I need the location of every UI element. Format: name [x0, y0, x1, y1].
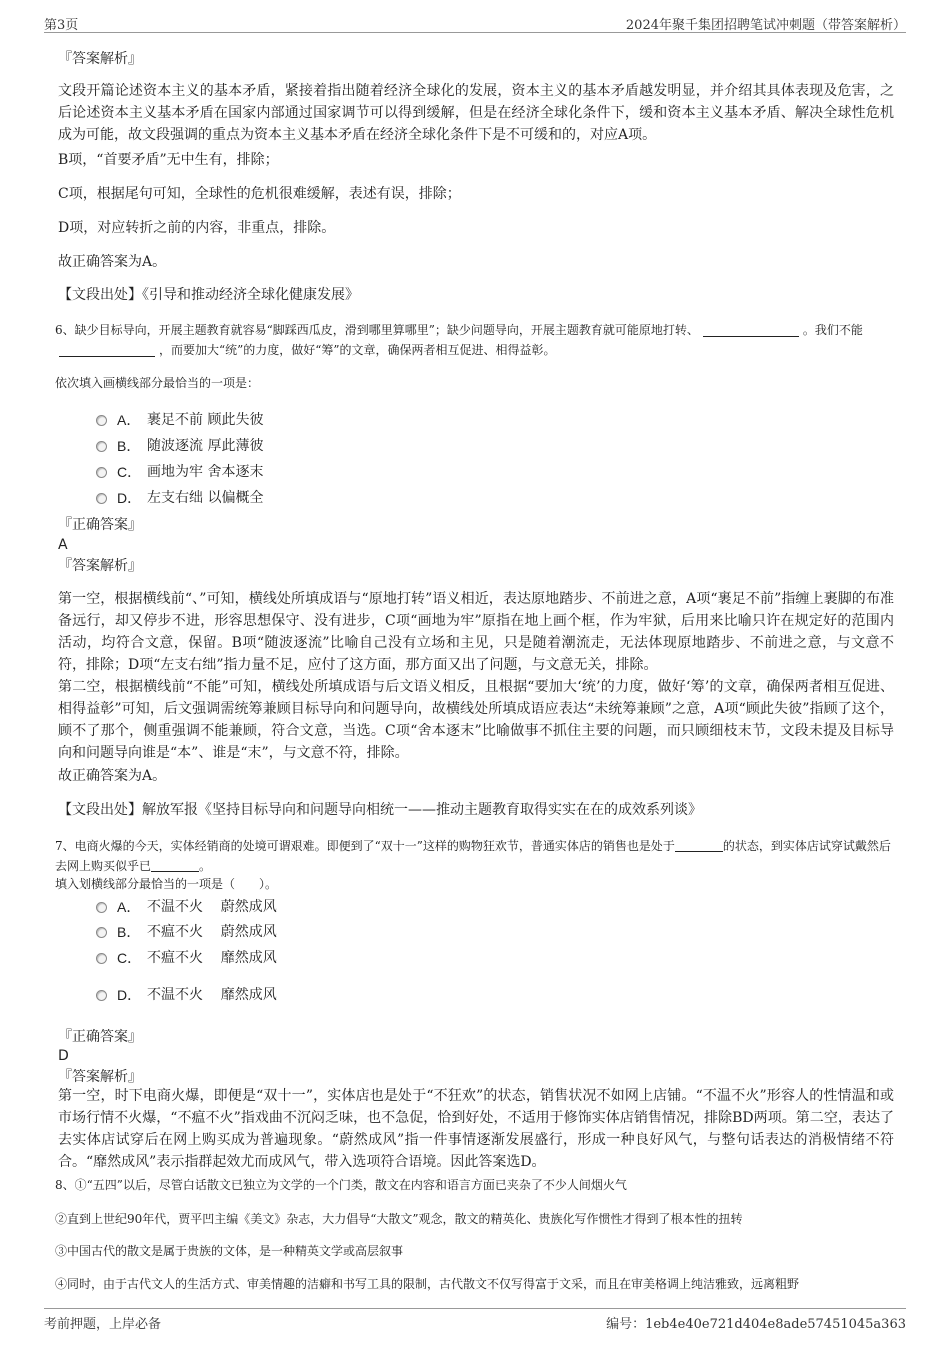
document-title: 2024年聚千集团招聘笔试冲刺题（带答案解析） [625, 18, 906, 33]
q7-blank-2 [151, 859, 199, 872]
radio-icon[interactable] [96, 441, 107, 452]
q8-sentence-2: ②直到上世纪90年代，贾平凹主编《美文》杂志，大力倡导“大散文”观念，散文的精英化、贵族化写作惯性才得到了根本性的扭转 [55, 1212, 743, 1226]
q6-analysis-label: 『答案解析』 [58, 558, 142, 574]
q7-option-a[interactable]: A． 不温不火 蔚然成风 [96, 897, 277, 917]
q7-option-c[interactable]: C． 不瘟不火 靡然成风 [96, 948, 277, 968]
q7-analysis-label: 『答案解析』 [58, 1069, 142, 1085]
radio-icon[interactable] [96, 415, 107, 426]
header-divider [44, 32, 906, 33]
radio-icon[interactable] [96, 467, 107, 478]
q7-answer-label: 『正确答案』 [58, 1029, 142, 1045]
q8-sentence-3: ③中国古代的散文是属于贵族的文体，是一种精英文学或高层叙事 [55, 1244, 404, 1258]
q5-analysis-p1: 文段开篇论述资本主义的基本矛盾，紧接着指出随着经济全球化的发展，资本主义的基本矛盾越发明显，并介绍其具体表现及危害，之后论述资本主义基本矛盾在国家内部通过国家调节可以得到缓解，但是在经济全球化条件下，缓和资本主义基本矛盾、解决全球性危机成为可能，故文段强调的重点为资本主义基本矛盾在经济全球化条件下是不可缓和的，对应A项。 [58, 83, 894, 143]
document-id: 编号：1eb4e40e721d404e8ade57451045a363 [606, 1317, 906, 1332]
q7-prompt: 填入划横线部分最恰当的一项是（ ）。 [55, 877, 278, 891]
q6-analysis-p2: 第二空，根据横线前“不能”可知，横线处所填成语与后文语义相反，且根据“要加大‘统’的力度，做好‘筹’的文章，确保两者相互促进、相得益彰”可知，后文强调需统筹兼顾目标导向和问题导向，故横线处所填成语应表达“未统筹兼顾”之意，A项“顾此失彼”指顾了这个，顾不了那个，侧重强调不能兼顾，符合文意，当选。C项“舍本逐末”比喻做事不抓住主要的问题，而只顾细枝末节，文段未提及目标导向和问题导向谁是“本”、谁是“末”，与文意不符，排除。 [58, 679, 894, 761]
footer-slogan: 考前押题，上岸必备 [44, 1317, 162, 1332]
q6-answer: A [58, 537, 68, 553]
q6-blank-2 [59, 342, 155, 357]
q6-prompt: 依次填入画横线部分最恰当的一项是： [55, 376, 260, 390]
footer-divider [44, 1308, 906, 1309]
q5-analysis-p3: C项，根据尾句可知，全球性的危机很难缓解，表述有误，排除； [58, 186, 461, 202]
q7-analysis-p1: 第一空，时下电商火爆，即便是“双十一”，实体店也是处于“不狂欢”的状态，销售状况不如网上店铺。“不温不火”形容人的性情温和或市场行情不火爆，“不瘟不火”指戏曲不沉闷乏味，也不急促，恰到好处，不适用于修饰实体店销售情况，排除BD两项。第二空，表达了去实体店试穿后在网上购买成为普遍现象。“蔚然成风”指一件事情逐渐发展盛行，形成一种良好风气，与整句话表达的消极情绪不符合。“靡然成风”表示指群起效尤而成风气，带入选项符合语境。因此答案选D。 [58, 1088, 894, 1170]
q6-answer-label: 『正确答案』 [58, 517, 142, 533]
q6-option-b[interactable]: B． 随波逐流 厚此薄彼 [96, 436, 263, 456]
radio-icon[interactable] [96, 902, 107, 913]
q7-blank-1 [675, 839, 723, 852]
q5-analysis-p2: B项，“首要矛盾”无中生有，排除； [58, 152, 279, 168]
q6-source: 【文段出处】解放军报《坚持目标导向和问题导向相统一——推动主题教育取得实实在在的成效系列谈》 [58, 802, 702, 818]
q6-answer-line: 故正确答案为A。 [58, 768, 167, 784]
radio-icon[interactable] [96, 953, 107, 964]
q6-option-c[interactable]: C． 画地为牢 舍本逐末 [96, 462, 263, 482]
q5-analysis-label: 『答案解析』 [58, 51, 142, 67]
q6-option-d[interactable]: D． 左支右绌 以偏概全 [96, 488, 263, 508]
q5-source: 【文段出处】《引导和推动经济全球化健康发展》 [58, 287, 359, 303]
q5-analysis-p4: D项，对应转折之前的内容，非重点，排除。 [58, 220, 336, 236]
q6-analysis-p1: 第一空，根据横线前“、”可知，横线处所填成语与“原地打转”语义相近，表达原地踏步、不前进之意，A项“裹足不前”指缠上裹脚的布准备远行，却又停步不进，形容思想保守、没有进步，C项“画地为牢”原指在地上画个框，作为牢狱，后用来比喻只许在规定好的范围内活动，均符合文意，保留。B项“随波逐流”比喻自己没有立场和主见，只是随着潮流走，无法体现原地踏步、不前进之意，与文意不符，排除；D项“左支右绌”指力量不足，应付了这方面，那方面又出了问题，与文意无关，排除。 [58, 591, 894, 673]
q8-stem: 8、①“五四”以后，尽管白话散文已独立为文学的一个门类，散文在内容和语言方面已夹杂了不少人间烟火气 [55, 1178, 627, 1192]
q7-option-d[interactable]: D． 不温不火 靡然成风 [96, 985, 277, 1005]
q6-stem: 6、缺少目标导向，开展主题教育就容易“脚踩西瓜皮，滑到哪里算哪里”；缺少问题导向，开展主题教育就可能原地打转、 。我们不能，而要加大“统”的力度，做好“筹”的文章，确保两者相互促进、相得益彰。 [55, 323, 863, 357]
q6-blank-1 [703, 322, 799, 337]
radio-icon[interactable] [96, 990, 107, 1001]
q7-stem: 7、电商火爆的今天，实体经销商的处境可谓艰难。即便到了“双十一”这样的购物狂欢节，普通实体店的销售也是处于 的状态，到实体店试穿试戴然后去网上购买似乎已 。 [55, 839, 891, 873]
q7-option-b[interactable]: B． 不瘟不火 蔚然成风 [96, 922, 277, 942]
page-number: 第3页 [44, 18, 79, 33]
radio-icon[interactable] [96, 927, 107, 938]
q5-answer-line: 故正确答案为A。 [58, 254, 167, 270]
radio-icon[interactable] [96, 493, 107, 504]
q8-sentence-4: ④同时，由于古代文人的生活方式、审美情趣的洁癖和书写工具的限制，古代散文不仅写得富于文采，而且在审美格调上纯洁雅致，远离粗野 [55, 1277, 800, 1291]
q6-option-a[interactable]: A． 裹足不前 顾此失彼 [96, 410, 263, 430]
q7-answer: D [58, 1048, 69, 1064]
